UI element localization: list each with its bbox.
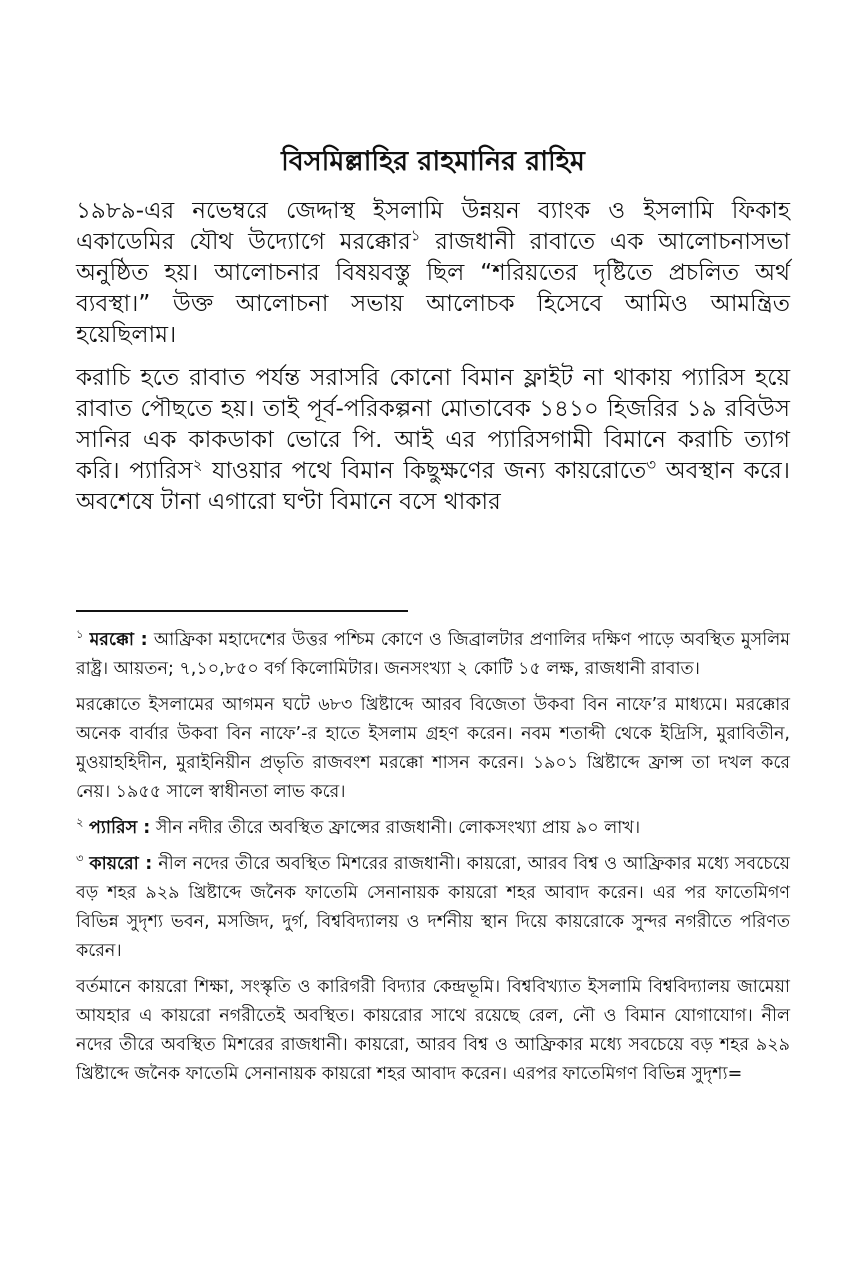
footnote-divider (76, 610, 408, 612)
footnote-term: মরক্কো : (89, 630, 148, 650)
main-text (76, 196, 790, 530)
footnotes (76, 626, 790, 1096)
footnote-2: $^২$ প্যারিস : সীন নদীর তীরে অবস্থিত ফ্রান্সের রাজধানী। লোকসংখ্যা প্রায় ৯০ লাখ। (76, 815, 641, 838)
footnote-term: কায়রো : (89, 854, 153, 874)
page-title: বিসমিল্লাহির রাহমানির রাহিম (281, 146, 585, 177)
footnote-3: $^৩$ কায়রো : নীল নদের তীরে অবস্থিত মিশরের রাজধানী। কায়রো, আরব বিশ্ব ও আফ্রিকার মধ্যে সবচেয়ে বড় শহর ৯২৯ খ্রিষ্টাব্দে জনৈক ফাতেমি সেনানায়ক কায়রো শহর আবাদ করেন। এর পর ফাতেমিগণ বিভিন্ন সুদৃশ্য ভবন, মসজিদ, দুর্গ, বিশ্ববিদ্যালয় ও দর্শনীয় স্থান দিয়ে কায়রোকে সুন্দর নগরীতে পরিণত করেন। (76, 851, 790, 961)
paragraph-2: করাচি হতে রাবাত পর্যন্ত সরাসরি কোনো বিমান ফ্লাইট না থাকায় প্যারিস হয়ে রাবাত পৌছতে হয়। তাই পূর্ব-পরিকল্পনা মোতাবেক ১৪১০ হিজরির ১৯ রবিউস সানির এক কাকডাকা ভোরে পি. আই এর প্যারিসগামী বিমানে করাচি ত্যাগ করি। প্যারিস$^২$ যাওয়ার পথে বিমান কিছুক্ষণের জন্য কায়রোতে$^৩$ অবস্থান করে। অবশেষে টানা এগারো ঘণ্টা বিমানে বসে থাকার (76, 365, 790, 515)
footnote-ref-3: ৩ (646, 455, 656, 474)
footnote-1-continued: মরক্কোতে ইসলামের আগমন ঘটে ৬৮৩ খ্রিষ্টাব্দে আরব বিজেতা উকবা বিন নাফে’র মাধ্যমে। মরক্কোর অনেক বার্বার উকবা বিন নাফে’-র হাতে ইসলাম গ্রহণ করেন। নবম শতাব্দী থেকে ইদ্রিসি, মুরাবিতীন, মুওয়াহহিদীন, মুরাইনিয়ীন প্রভৃতি রাজবংশ মরক্কো শাসন করেন। ১৯০১ খ্রিষ্টাব্দে ফ্রান্স তা দখল করে নেয়। ১৯৫৫ সালে স্বাধীনতা লাভ করে। (76, 695, 790, 802)
footnote-term: প্যারিস : (88, 818, 151, 838)
footnote-ref-2: ২ (192, 455, 203, 474)
paragraph-1: ১৯৮৯-এর নভেম্বরে জেদ্দাস্থ ইসলামি উন্নয়ন ব্যাংক ও ইসলামি ফিকাহ একাডেমির যৌথ উদ্যোগে মরক্কোর$^১$ রাজধানী রাবাতে এক আলোচনাসভা অনুষ্ঠিত হয়। আলোচনার বিষয়বস্তু ছিল “শরিয়তের দৃষ্টিতে প্রচলিত অর্থ ব্যবস্থা।” উক্ত আলোচনা সভায় আলোচক হিসেবে আমিও আমন্ত্রিত হয়েছিলাম। (76, 198, 790, 348)
footnote-ref-1: ১ (410, 226, 421, 245)
footnote-1: $^১$ মরক্কো : আফ্রিকা মহাদেশের উত্তর পশ্চিম কোণে ও জিব্রালটার প্রণালির দক্ষিণ পাড়ে অবস্থিত মুসলিম রাষ্ট্র। আয়তন; ৭,১০,৮৫০ বর্গ কিলোমিটার। জনসংখ্যা ২ কোটি ১৫ লক্ষ, রাজধানী রাবাত। (76, 627, 790, 679)
footnote-3-continued: বর্তমানে কায়রো শিক্ষা, সংস্কৃতি ও কারিগরী বিদ্যার কেন্দ্রভূমি। বিশ্ববিখ্যাত ইসলামি বিশ্ববিদ্যালয় জামেয়া আযহার এ কায়রো নগরীতেই অবস্থিত। কায়রোর সাথে রয়েছে রেল, নৌ ও বিমান যোগাযোগ। নীল নদের তীরে অবস্থিত মিশরের রাজধানী। কায়রো, আরব বিশ্ব ও আফ্রিকার মধ্যে সবচেয়ে বড় শহর ৯২৯ খ্রিষ্টাব্দে জনৈক ফাতেমি সেনানায়ক কায়রো শহর আবাদ করেন। এরপর ফাতেমিগণ বিভিন্ন সুদৃশ্য= (76, 977, 790, 1084)
